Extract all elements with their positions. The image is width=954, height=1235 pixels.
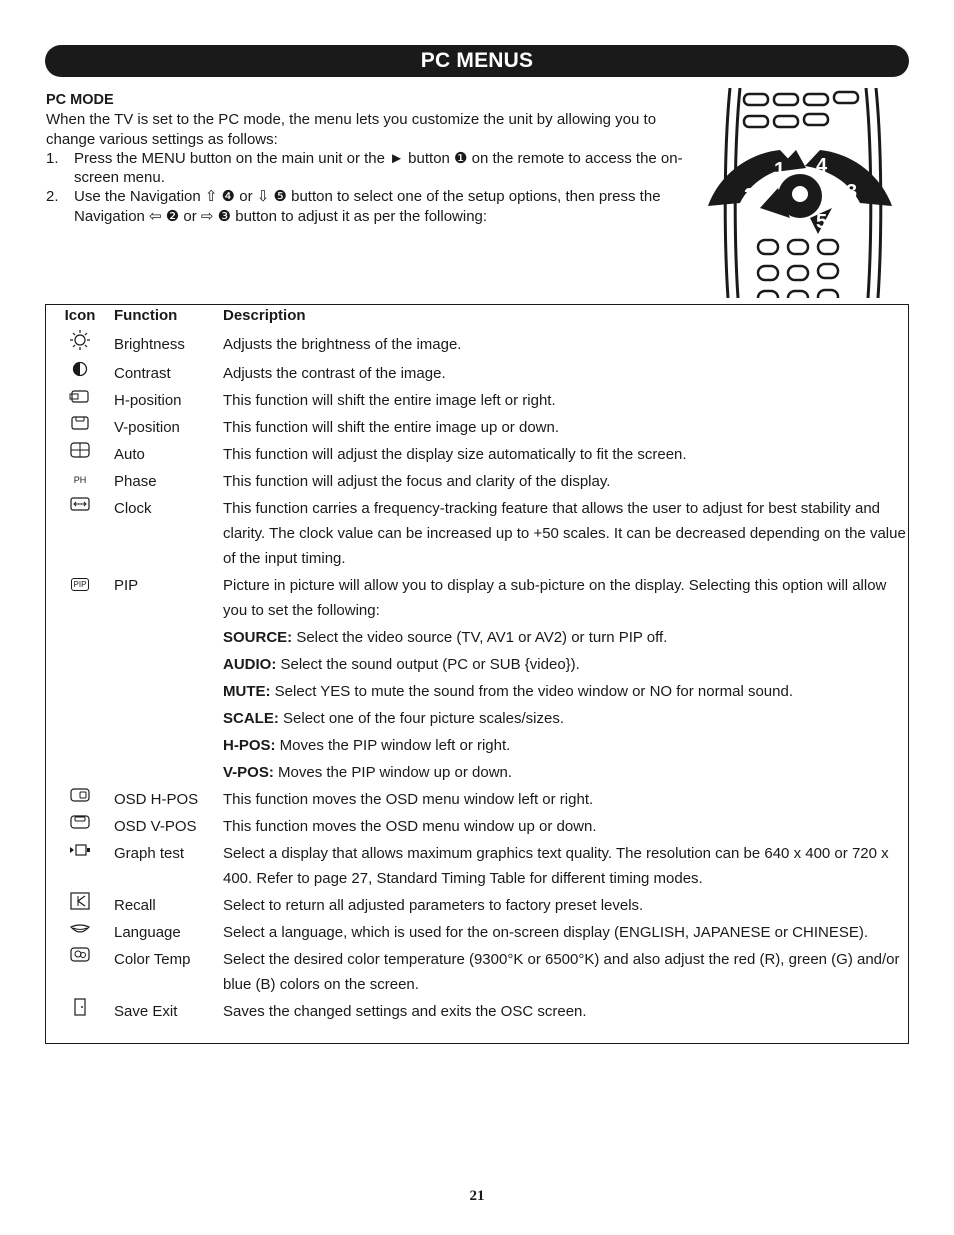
function-description: This function will adjust the display size automatically to fit the screen. xyxy=(223,446,687,463)
function-description: Select the desired color temperature (9300°K or 6500°K) and also adjust the red (R), green (G) and/or blue (B) colors on the screen. xyxy=(223,951,900,993)
column-header-icon: Icon xyxy=(64,307,96,324)
pip-sub-item xyxy=(223,625,906,650)
table-row xyxy=(56,573,906,787)
clock-icon xyxy=(69,495,91,520)
function-name: Language xyxy=(114,924,181,941)
pip-icon: PIP xyxy=(71,578,90,591)
steps-list xyxy=(46,149,686,226)
remote-label-5: 5 xyxy=(816,211,828,233)
table-row xyxy=(56,496,906,573)
table-row xyxy=(56,469,906,496)
function-description: Picture in picture will allow you to display a sub-picture on the display. Selecting this option will allow you to set the following: xyxy=(223,577,887,619)
pip-sub-item xyxy=(223,652,906,677)
auto-icon xyxy=(69,441,91,467)
page-title: PC MENUS xyxy=(420,49,534,72)
brightness-icon xyxy=(69,329,91,359)
function-name: OSD H-POS xyxy=(114,791,199,808)
contrast-icon xyxy=(72,360,88,385)
remote-label-1: 1 xyxy=(774,159,786,181)
function-name: Color Temp xyxy=(114,951,191,968)
page-title-banner xyxy=(45,45,909,77)
column-header-function: Function xyxy=(114,307,178,324)
function-name: H-position xyxy=(114,392,182,409)
function-description: Saves the changed settings and exits the OSC screen. xyxy=(223,1003,587,1020)
recall-icon xyxy=(69,892,91,918)
section-heading: PC MODE xyxy=(46,92,114,108)
function-description: Select a display that allows maximum graphics text quality. The resolution can be 640 x 400 or 720 x 400. Refer to page 27, Standard Timing Table for different timing modes. xyxy=(223,845,889,887)
remote-control-illustration xyxy=(700,88,900,298)
sub-item-label: V-POS: xyxy=(223,764,274,781)
color-temp-icon xyxy=(69,946,91,971)
table-row xyxy=(56,947,906,999)
pip-sub-item xyxy=(223,679,906,704)
intro-paragraph: When the TV is set to the PC mode, the menu lets you customize the unit by allowing you to change various settings as follows: xyxy=(46,111,657,148)
table-row xyxy=(56,415,906,442)
sub-item-text: Select the video source (TV, AV1 or AV2) or turn PIP off. xyxy=(292,629,668,646)
step-text: Press the MENU button on the main unit or the ► button ❶ on the remote to access the on-screen menu. xyxy=(74,149,683,187)
sub-item-text: Moves the PIP window up or down. xyxy=(273,764,513,781)
function-name: Phase xyxy=(114,473,157,490)
language-icon xyxy=(69,919,91,944)
v-position-icon xyxy=(69,414,91,439)
table-row xyxy=(56,787,906,814)
function-description-cell xyxy=(223,573,906,787)
sub-item-label: SOURCE: xyxy=(223,629,293,646)
step-number: 2. xyxy=(46,188,59,206)
function-description: Select to return all adjusted parameters to factory preset levels. xyxy=(223,897,644,914)
function-description: This function moves the OSD menu window left or right. xyxy=(223,791,594,808)
step-number: 1. xyxy=(46,149,59,167)
step-item xyxy=(46,149,686,188)
sub-item-label: MUTE: xyxy=(223,683,271,700)
function-name: Clock xyxy=(114,500,152,517)
function-description: Adjusts the contrast of the image. xyxy=(223,365,446,382)
function-name: OSD V-POS xyxy=(114,818,197,835)
remote-label-3: 3 xyxy=(846,181,858,203)
sub-item-text: Moves the PIP window left or right. xyxy=(275,737,511,754)
sub-item-text: Select one of the four picture scales/sizes. xyxy=(278,710,564,727)
save-exit-icon xyxy=(72,998,88,1024)
sub-item-text: Select the sound output (PC or SUB {video}). xyxy=(276,656,580,673)
function-description: Select a language, which is used for the on-screen display (ENGLISH, JAPANESE or CHINESE). xyxy=(223,924,869,941)
function-description: This function carries a frequency-tracking feature that allows the user to adjust for best stability and clarity. The clock value can be increased up to +50 scales. It can be decreased depending on the value of the input timing. xyxy=(223,500,906,567)
osd-h-pos-icon xyxy=(69,786,91,811)
function-table xyxy=(56,305,906,1026)
osd-v-pos-icon xyxy=(69,813,91,838)
function-description: This function will adjust the focus and clarity of the display. xyxy=(223,473,611,490)
function-description: This function will shift the entire image up or down. xyxy=(223,419,559,436)
remote-label-2: 2 xyxy=(744,185,756,207)
function-name: Auto xyxy=(114,446,145,463)
table-row xyxy=(56,999,906,1026)
table-row xyxy=(56,442,906,469)
column-header-description: Description xyxy=(223,307,306,324)
sub-item-label: AUDIO: xyxy=(223,656,277,673)
function-name: Contrast xyxy=(114,365,171,382)
table-row xyxy=(56,814,906,841)
sub-item-label: H-POS: xyxy=(223,737,276,754)
function-description: Adjusts the brightness of the image. xyxy=(223,336,462,353)
function-name: Brightness xyxy=(114,336,185,353)
function-name: Graph test xyxy=(114,845,185,862)
intro-section xyxy=(46,91,686,226)
function-table-box xyxy=(45,304,909,1044)
pip-sub-item xyxy=(223,706,906,731)
graph-test-icon xyxy=(69,840,91,865)
table-row xyxy=(56,893,906,920)
function-name: Recall xyxy=(114,897,156,914)
page-number: 21 xyxy=(469,1188,485,1204)
table-row xyxy=(56,920,906,947)
function-name: PIP xyxy=(114,577,139,594)
table-row xyxy=(56,361,906,388)
remote-label-4: 4 xyxy=(816,155,828,177)
pip-sub-item xyxy=(223,760,906,785)
function-description: This function moves the OSD menu window up or down. xyxy=(223,818,597,835)
sub-item-label: SCALE: xyxy=(223,710,279,727)
table-header-row xyxy=(56,305,906,332)
table-row xyxy=(56,388,906,415)
function-name: Save Exit xyxy=(114,1003,178,1020)
pip-sub-item xyxy=(223,733,906,758)
sub-item-text: Select YES to mute the sound from the video window or NO for normal sound. xyxy=(270,683,793,700)
step-text: Use the Navigation ⇧ ❹ or ⇩ ❺ button to select one of the setup options, then press the Navigation ⇦ ❷ or ⇨ ❸ button to adjust it as per the following: xyxy=(74,188,661,225)
table-row xyxy=(56,332,906,361)
step-item xyxy=(46,187,686,226)
table-row xyxy=(56,841,906,893)
function-description: This function will shift the entire image left or right. xyxy=(223,392,556,409)
function-name: V-position xyxy=(114,419,180,436)
h-position-icon xyxy=(69,387,91,412)
phase-icon: PH xyxy=(73,475,87,486)
